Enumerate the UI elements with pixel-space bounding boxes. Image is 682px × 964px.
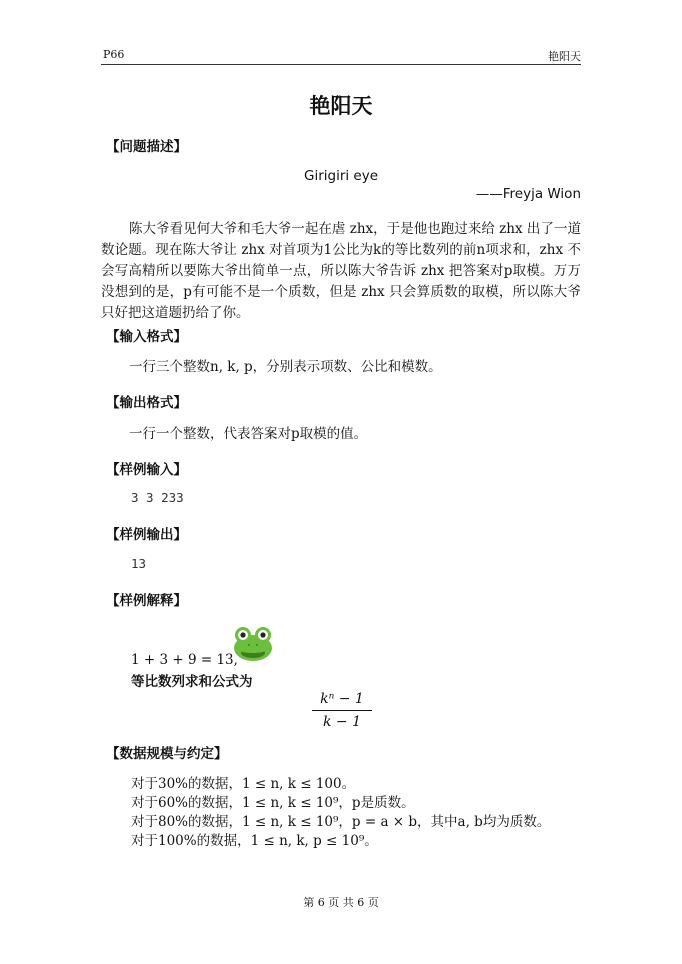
constraint-line: 对于30%的数据，1 ≤ n, k ≤ 100。 xyxy=(131,776,356,792)
formula-numerator: kⁿ − 1 xyxy=(320,691,364,707)
explanation-equation: 1 + 3 + 9 = 13, xyxy=(131,652,238,668)
constraint-line: 对于100%的数据，1 ≤ n, k, p ≤ 10⁹。 xyxy=(131,833,378,849)
section-heading-sample-output: 【样例输出】 xyxy=(106,527,187,543)
sample-input-text: 3 3 233 xyxy=(131,490,184,505)
sample-output-text: 13 xyxy=(131,556,147,571)
header-rule xyxy=(101,64,581,65)
section-heading-sample-input: 【样例输入】 xyxy=(106,462,187,478)
epigraph-attribution: ——Freyja Wion xyxy=(475,186,581,202)
formula-denominator: k − 1 xyxy=(322,714,362,730)
sum-formula xyxy=(312,691,372,730)
section-heading-constraints: 【数据规模与约定】 xyxy=(106,746,228,762)
input-format-text: 一行三个整数n, k, p，分别表示项数、公比和模数。 xyxy=(129,359,442,375)
output-format-text: 一行一个整数，代表答案对p取模的值。 xyxy=(129,426,368,442)
constraint-line: 对于60%的数据，1 ≤ n, k ≤ 10⁹，p是质数。 xyxy=(131,795,415,811)
section-heading-description: 【问题描述】 xyxy=(106,139,187,155)
fraction-bar xyxy=(312,710,372,711)
section-heading-output-format: 【输出格式】 xyxy=(106,395,187,411)
frog-face-icon xyxy=(232,626,274,662)
page-footer: 第 6 页 共 6 页 xyxy=(303,896,379,909)
epigraph: Girigiri eye xyxy=(303,168,379,184)
header-left: P66 xyxy=(103,48,125,61)
page-title: 艳阳天 xyxy=(309,94,373,118)
section-heading-input-format: 【输入格式】 xyxy=(106,329,187,345)
description-paragraph: 陈大爷看见何大爷和毛大爷一起在虐 zhx，于是他也跑过来给 zhx 出了一道数论题。现在陈大爷让 zhx 对首项为1公比为k的等比数列的前n项求和，zhx 不会写高精所以要陈大爷出简单一点，所以陈大爷告诉 zhx 把答案对p取模。万万没想到的是，p有可能不是一个质数，但是 zhx 只会算质数的取模，所以陈大爷只好把这道题扔给了你。 xyxy=(101,221,581,321)
header-right: 艳阳天 xyxy=(548,50,581,63)
explanation-note: 等比数列求和公式为 xyxy=(131,674,253,690)
constraint-line: 对于80%的数据，1 ≤ n, k ≤ 10⁹，p = a × b，其中a, b均为质数。 xyxy=(131,814,551,830)
section-heading-sample-explanation: 【样例解释】 xyxy=(106,593,187,609)
